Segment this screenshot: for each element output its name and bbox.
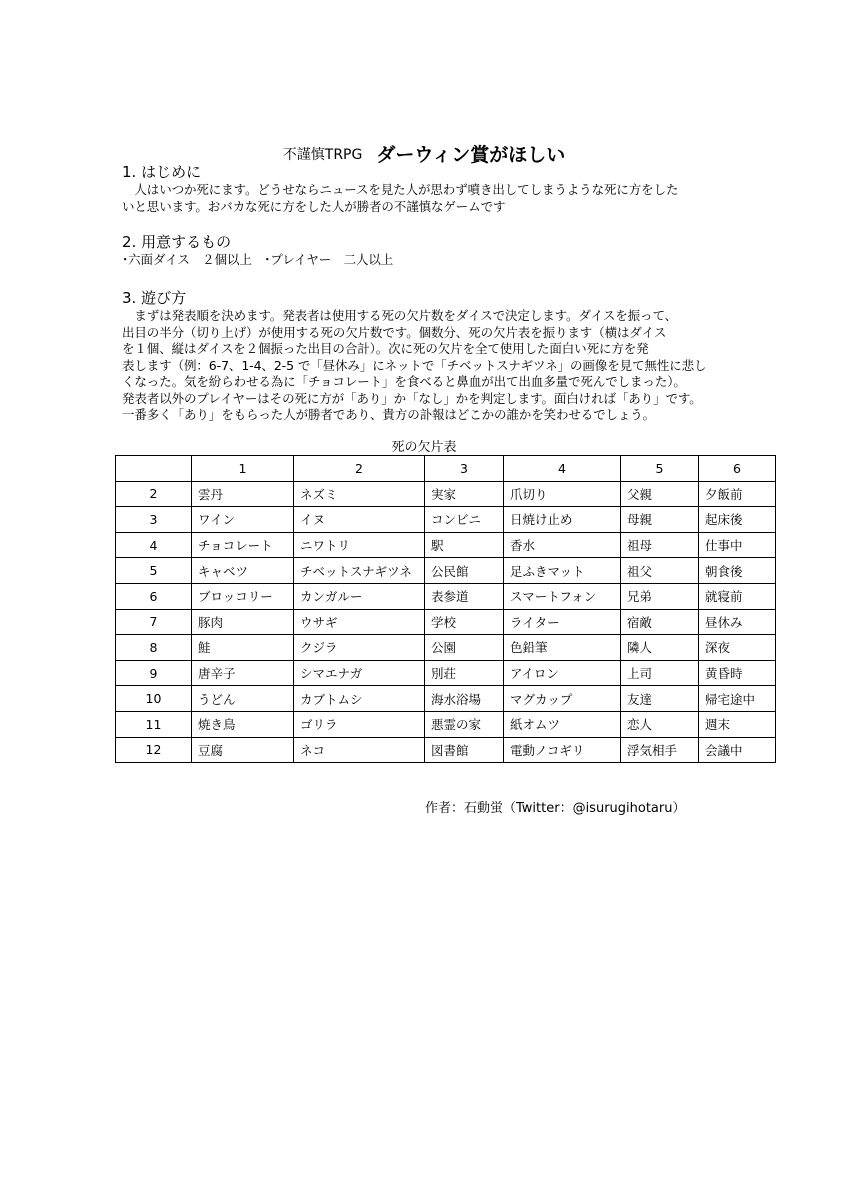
table-title: 死の欠片表 bbox=[391, 440, 457, 455]
section-introduction bbox=[122, 162, 742, 215]
table-cell: 祖父 bbox=[621, 558, 699, 584]
table-cell: 日焼け止め bbox=[504, 507, 621, 533]
table-cell: 足ふきマット bbox=[504, 558, 621, 584]
column-header: 5 bbox=[621, 456, 699, 482]
table-cell: 朝食後 bbox=[699, 558, 776, 584]
table-cell: うどん bbox=[192, 686, 294, 712]
section-heading: 3. 遊び方 bbox=[122, 289, 187, 307]
table-cell: 図書館 bbox=[425, 737, 504, 763]
column-header: 6 bbox=[699, 456, 776, 482]
table-cell: イヌ bbox=[294, 507, 425, 533]
table-cell: 紙オムツ bbox=[504, 711, 621, 737]
table-row bbox=[116, 737, 776, 763]
author-credit: 作者：石動蛍（Twitter：@isurugihotaru） bbox=[425, 801, 686, 816]
table-header-row bbox=[116, 456, 776, 482]
row-number: 11 bbox=[116, 711, 192, 737]
text-line: 表します（例：6-7、1-4、2-5 で「昼休み」にネットで「チベットスナギツネ」の画像を見て無性に悲し bbox=[122, 357, 707, 373]
table-cell: 実家 bbox=[425, 481, 504, 507]
table-cell: 学校 bbox=[425, 609, 504, 635]
table-cell: スマートフォン bbox=[504, 583, 621, 609]
table-cell: 香水 bbox=[504, 532, 621, 558]
table-cell: クジラ bbox=[294, 635, 425, 661]
table-cell: 表参道 bbox=[425, 583, 504, 609]
column-header: 2 bbox=[294, 456, 425, 482]
table-cell: 就寝前 bbox=[699, 583, 776, 609]
table-row bbox=[116, 635, 776, 661]
table-cell: 母親 bbox=[621, 507, 699, 533]
table-cell: 宿敵 bbox=[621, 609, 699, 635]
table-cell: 隣人 bbox=[621, 635, 699, 661]
table-row bbox=[116, 583, 776, 609]
table-cell: 父親 bbox=[621, 481, 699, 507]
table-cell: ネコ bbox=[294, 737, 425, 763]
row-number: 10 bbox=[116, 686, 192, 712]
table-row bbox=[116, 609, 776, 635]
table-cell: 黄昏時 bbox=[699, 660, 776, 686]
table-cell: アイロン bbox=[504, 660, 621, 686]
table-cell: ゴリラ bbox=[294, 711, 425, 737]
table-cell: ブロッコリー bbox=[192, 583, 294, 609]
column-header: 1 bbox=[192, 456, 294, 482]
table-cell: 鮭 bbox=[192, 635, 294, 661]
row-number: 4 bbox=[116, 532, 192, 558]
section-body bbox=[122, 182, 742, 215]
table-cell: 駅 bbox=[425, 532, 504, 558]
table-row bbox=[116, 711, 776, 737]
text-line: 出目の半分（切り上げ）が使用する死の欠片数です。個数分、死の欠片表を振ります（横はダイス bbox=[122, 324, 667, 340]
table-cell: 豆腐 bbox=[192, 737, 294, 763]
text-line: 人はいつか死にます。どうせならニュースを見た人が思わず噴き出してしまうような死に方をした bbox=[122, 182, 679, 197]
section-heading: 2. 用意するもの bbox=[122, 233, 232, 251]
death-fragment-table bbox=[115, 455, 776, 763]
table-cell: 帰宅途中 bbox=[699, 686, 776, 712]
table-cell: チベットスナギツネ bbox=[294, 558, 425, 584]
table-corner-cell bbox=[116, 456, 192, 482]
row-number: 2 bbox=[116, 481, 192, 507]
title-prefix: 不謹慎TRPG bbox=[282, 147, 363, 163]
table-cell: 週末 bbox=[699, 711, 776, 737]
table-cell: 深夜 bbox=[699, 635, 776, 661]
text-line: まずは発表順を決めます。発表者は使用する死の欠片数をダイスで決定します。ダイスを振って、 bbox=[122, 308, 678, 323]
table-cell: 夕飯前 bbox=[699, 481, 776, 507]
table-cell: コンビニ bbox=[425, 507, 504, 533]
section-body bbox=[122, 252, 742, 269]
column-header: 3 bbox=[425, 456, 504, 482]
section-how-to-play bbox=[122, 288, 742, 424]
text-line: くなった。気を紛らわせる為に「チョコレート」を食べると鼻血が出て出血多量で死んでしまった）。 bbox=[122, 374, 686, 389]
table-cell: 昼休み bbox=[699, 609, 776, 635]
table-cell: ネズミ bbox=[294, 481, 425, 507]
table-cell: 上司 bbox=[621, 660, 699, 686]
row-number: 7 bbox=[116, 609, 192, 635]
table-cell: 公民館 bbox=[425, 558, 504, 584]
section-requirements bbox=[122, 232, 742, 269]
section-body bbox=[122, 308, 742, 424]
column-header: 4 bbox=[504, 456, 621, 482]
table-cell: キャベツ bbox=[192, 558, 294, 584]
table-cell: ライター bbox=[504, 609, 621, 635]
table-cell: 会議中 bbox=[699, 737, 776, 763]
text-line: いと思います。おバカな死に方をした人が勝者の不謹慎なゲームです bbox=[122, 198, 506, 214]
row-number: 6 bbox=[116, 583, 192, 609]
table-cell: シマエナガ bbox=[294, 660, 425, 686]
table-row bbox=[116, 507, 776, 533]
text-line: ･六面ダイス ２個以上 ･プレイヤー 二人以上 bbox=[122, 252, 394, 267]
table-cell: 豚肉 bbox=[192, 609, 294, 635]
section-heading: 1. はじめに bbox=[122, 163, 202, 181]
table-cell: カンガルー bbox=[294, 583, 425, 609]
table-cell: 唐辛子 bbox=[192, 660, 294, 686]
table-cell: ウサギ bbox=[294, 609, 425, 635]
table-cell: 浮気相手 bbox=[621, 737, 699, 763]
table-cell: 恋人 bbox=[621, 711, 699, 737]
table-cell: 悪霊の家 bbox=[425, 711, 504, 737]
table-row bbox=[116, 660, 776, 686]
table-cell: カブトムシ bbox=[294, 686, 425, 712]
table-cell: 起床後 bbox=[699, 507, 776, 533]
table-cell: 電動ノコギリ bbox=[504, 737, 621, 763]
table-cell: 公園 bbox=[425, 635, 504, 661]
row-number: 12 bbox=[116, 737, 192, 763]
table-row bbox=[116, 532, 776, 558]
table-cell: 焼き鳥 bbox=[192, 711, 294, 737]
row-number: 5 bbox=[116, 558, 192, 584]
table-cell: ワイン bbox=[192, 507, 294, 533]
text-line: 一番多く「あり」をもらった人が勝者であり、貴方の訃報はどこかの誰かを笑わせるでしょう。 bbox=[122, 407, 656, 422]
table-cell: マグカップ bbox=[504, 686, 621, 712]
row-number: 9 bbox=[116, 660, 192, 686]
title-main: ダーウィン賞がほしい bbox=[376, 144, 566, 166]
table-cell: ニワトリ bbox=[294, 532, 425, 558]
table-cell: 別荘 bbox=[425, 660, 504, 686]
table-row bbox=[116, 481, 776, 507]
text-line: を１個、縦はダイスを２個振った出目の合計）。次に死の欠片を全て使用した面白い死に方を発 bbox=[122, 341, 649, 356]
table-row bbox=[116, 558, 776, 584]
table-cell: 海水浴場 bbox=[425, 686, 504, 712]
row-number: 3 bbox=[116, 507, 192, 533]
table-cell: 雲丹 bbox=[192, 481, 294, 507]
table-cell: 爪切り bbox=[504, 481, 621, 507]
row-number: 8 bbox=[116, 635, 192, 661]
table-cell: チョコレート bbox=[192, 532, 294, 558]
table-cell: 兄弟 bbox=[621, 583, 699, 609]
text-line: 発表者以外のプレイヤーはその死に方が「あり」か「なし」かを判定します。面白ければ「あり」です。 bbox=[122, 390, 702, 406]
table-cell: 友達 bbox=[621, 686, 699, 712]
table-cell: 祖母 bbox=[621, 532, 699, 558]
table-cell: 仕事中 bbox=[699, 532, 776, 558]
table-row bbox=[116, 686, 776, 712]
table-cell: 色鉛筆 bbox=[504, 635, 621, 661]
